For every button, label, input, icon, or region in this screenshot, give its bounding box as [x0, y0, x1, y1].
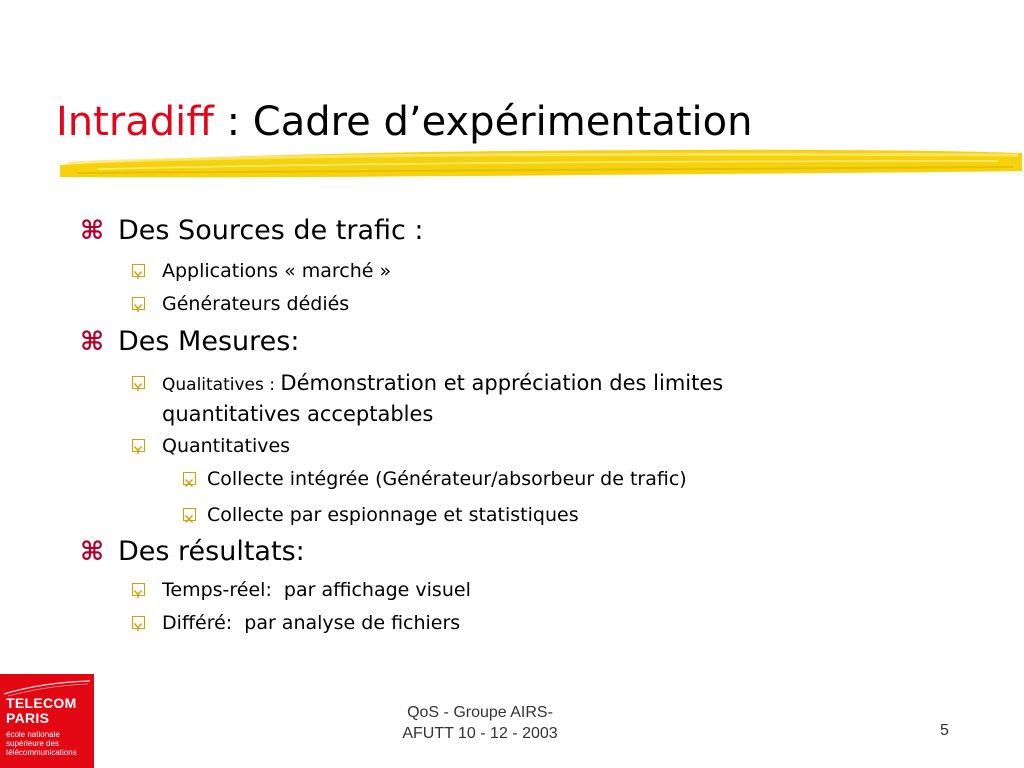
section-heading: Des résultats:: [118, 536, 305, 567]
place-of-interest-icon: ⌘: [80, 327, 105, 357]
list-item-qualitatives: [162, 370, 723, 398]
logo-text-line2: PARIS: [6, 710, 50, 726]
checkbox-y-icon: [132, 297, 145, 310]
item-text: quantitatives acceptables: [162, 402, 434, 426]
sub-list-item: Collecte par espionnage et statistiques: [207, 504, 579, 526]
footer-line1: QoS - Groupe AIRS-: [407, 704, 553, 721]
title-accent: Intradiff: [56, 99, 214, 145]
checkbox-y-icon: [132, 376, 145, 389]
footer-text: [340, 702, 620, 744]
place-of-interest-icon: ⌘: [80, 537, 105, 567]
telecom-paris-logo: [0, 674, 94, 768]
section-heading: Des Sources de trafic :: [118, 215, 424, 246]
item-label: Qualitatives :: [162, 375, 281, 395]
item-text: Démonstration et appréciation des limites: [280, 371, 724, 395]
footer-line2: AFUTT 10 - 12 - 2003: [402, 725, 558, 742]
list-item: Temps-réel: par affichage visuel: [162, 579, 471, 601]
checkbox-x-icon: [183, 508, 196, 521]
list-item: Générateurs dédiés: [162, 293, 350, 315]
checkbox-y-icon: [132, 439, 145, 452]
checkbox-y-icon: [132, 616, 145, 629]
sub-list-item: Collecte intégrée (Générateur/absorbeur de trafic): [207, 468, 687, 490]
page-number: 5: [940, 722, 949, 739]
checkbox-y-icon: [132, 583, 145, 596]
section-heading: Des Mesures:: [118, 326, 300, 357]
list-item: Applications « marché »: [162, 260, 392, 282]
list-item: Différé: par analyse de fichiers: [162, 612, 461, 634]
logo-text-line1: TELECOM: [6, 695, 77, 711]
checkbox-y-icon: [132, 264, 145, 277]
logo-subtitle: école nationale supérieure des télécommunications: [6, 730, 77, 757]
list-item: Quantitatives: [162, 435, 291, 457]
list-item-continuation: [162, 401, 433, 428]
place-of-interest-icon: ⌘: [80, 216, 105, 246]
checkbox-x-icon: [183, 472, 196, 485]
title-rest: : Cadre d’expérimentation: [213, 99, 753, 145]
